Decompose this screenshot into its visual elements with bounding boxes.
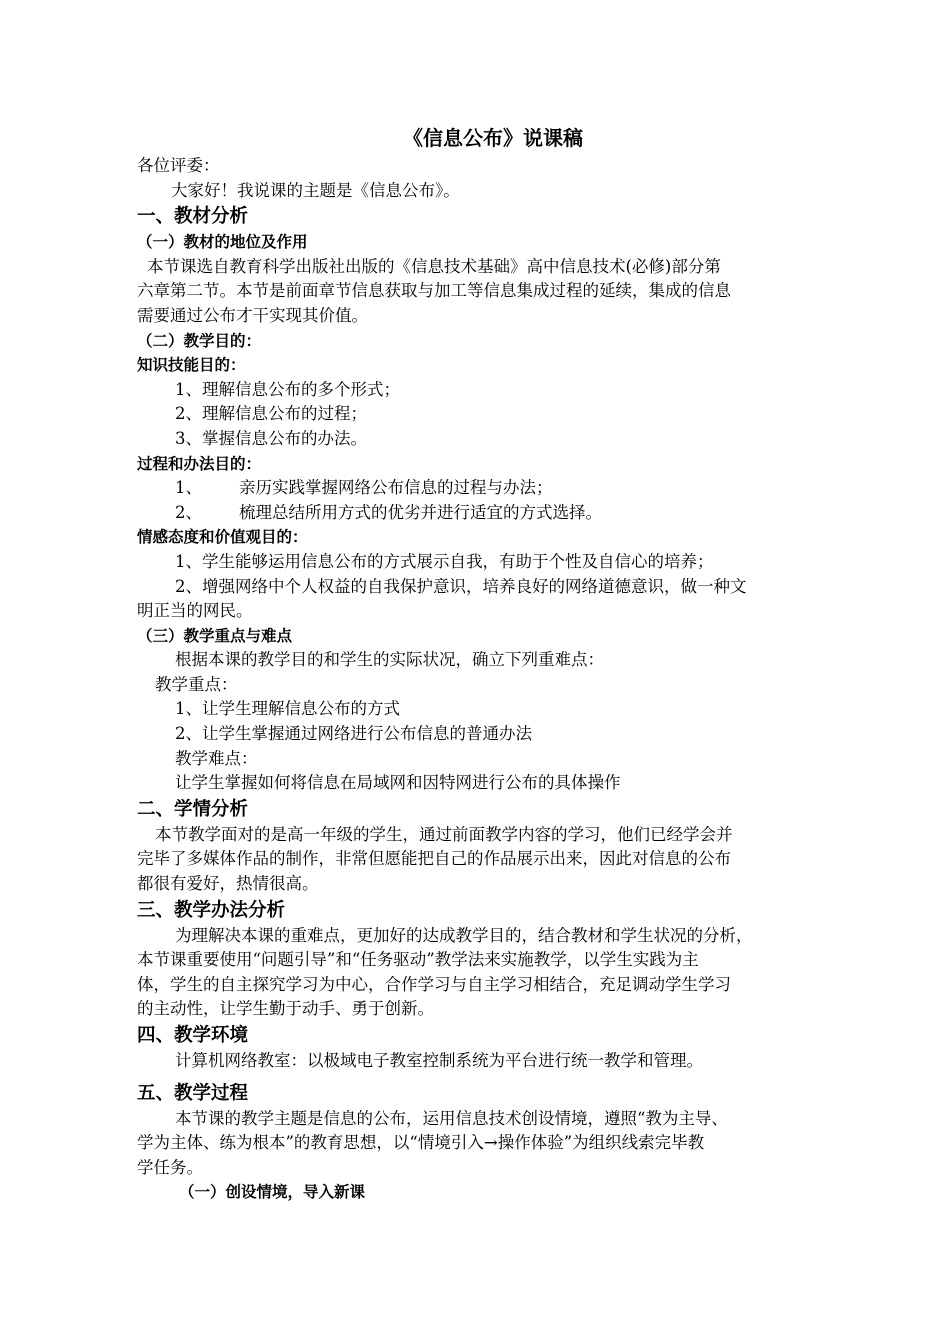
label-difficulty: 教学难点： — [175, 748, 258, 768]
paragraph-line: 明正当的网民。 — [137, 601, 253, 621]
paragraph-line: 计算机网络教室：以极域电子教室控制系统为平台进行统一教学和管理。 — [175, 1051, 703, 1070]
list-text: 亲历实践掌握网络公布信息的过程与办法； — [239, 478, 553, 498]
section-heading-environment: 四、教学环境 — [137, 1025, 249, 1046]
greeting: 各位评委： — [137, 156, 220, 175]
subsection-heading-scenario: （一）创设情境，导入新课 — [179, 1183, 366, 1202]
paragraph-line: 根据本课的教学目的和学生的实际状况，确立下列重难点： — [175, 650, 604, 670]
list-number: 2、 — [175, 502, 202, 522]
section-heading-student-analysis: 二、学情分析 — [137, 798, 249, 820]
paragraph-line: 本节课选自教育科学出版社出版的《信息技术基础》高中信息技术(必修)部分第 — [147, 256, 721, 276]
paragraph-line: 本节课重要使用“问题引导”和“任务驱动”教学法来实施教学，以学生实践为主 — [137, 950, 699, 970]
paragraph-line: 为理解决本课的重难点，更加好的达成教学目的，结合教材和学生状况的分析， — [175, 925, 753, 945]
list-item — [137, 501, 849, 526]
paragraph-line: 六章第二节。本节是前面章节信息获取与加工等信息集成过程的延续，集成的信息 — [137, 281, 731, 301]
section-heading-teaching-process: 五、教学过程 — [137, 1082, 249, 1104]
objective-heading-knowledge: 知识技能目的： — [137, 356, 246, 375]
list-number: 1、 — [175, 478, 202, 498]
intro-paragraph: 大家好！我说课的主题是《信息公布》。 — [171, 180, 460, 200]
list-item: 2、让学生掌握通过网络进行公布信息的普通办法 — [175, 724, 532, 744]
list-item: 2、理解信息公布的过程； — [175, 404, 367, 424]
subsection-heading-key-points: （三）教学重点与难点 — [137, 626, 293, 645]
paragraph-line: 的主动性，让学生勤于动手、勇于创新。 — [137, 999, 434, 1019]
list-item: 1、让学生理解信息公布的方式 — [175, 699, 400, 719]
paragraph-line: 让学生掌握如何将信息在局域网和因特网进行公布的具体操作 — [175, 773, 621, 793]
subsection-heading-objectives: （二）教学目的： — [137, 331, 262, 350]
list-item: 3、掌握信息公布的办法。 — [175, 428, 367, 448]
subsection-heading-position: （一）教材的地位及作用 — [137, 233, 308, 252]
paragraph-line: 都很有爱好，热情很高。 — [137, 874, 319, 894]
paragraph-line: 本节课的教学主题是信息的公布，运用信息技术创设情境，遵照“教为主导、 — [175, 1108, 728, 1128]
list-item — [137, 476, 849, 501]
list-item: 1、学生能够运用信息公布的方式展示自我，有助于个性及自信心的培养； — [175, 551, 714, 571]
paragraph-line: 体，学生的自主探究学习为中心，合作学习与自主学习相结合，充足调动学生学习 — [137, 974, 731, 994]
document-title: 《信息公布》说课稿 — [403, 126, 583, 150]
objective-heading-process: 过程和办法目的： — [137, 454, 262, 473]
document-page — [137, 122, 849, 1205]
label-key-points: 教学重点： — [155, 674, 238, 694]
list-item: 1、理解信息公布的多个形式； — [175, 379, 400, 399]
section-heading-method-analysis: 三、教学办法分析 — [137, 899, 286, 921]
objective-heading-emotion: 情感态度和价值观目的： — [137, 528, 308, 547]
section-heading-textbook-analysis: 一、教材分析 — [137, 206, 249, 228]
paragraph-line: 需要通过公布才干实现其价值。 — [137, 305, 368, 325]
paragraph-line: 学为主体、练为根本”的教育思想，以“情境引入→操作体验”为组织线索完毕教 — [137, 1133, 705, 1153]
paragraph-line: 完毕了多媒体作品的制作，非常但愿能把自己的作品展示出来，因此对信息的公布 — [137, 849, 731, 869]
paragraph-line: 本节教学面对的是高一年级的学生，通过前面教学内容的学习，他们已经学会并 — [155, 824, 733, 844]
list-item: 2、增强网络中个人权益的自我保护意识，培养良好的网络道德意识，做一种文 — [175, 576, 747, 596]
list-text: 梳理总结所用方式的优劣并进行适宜的方式选择。 — [239, 502, 602, 522]
paragraph-line: 学任务。 — [137, 1157, 203, 1177]
